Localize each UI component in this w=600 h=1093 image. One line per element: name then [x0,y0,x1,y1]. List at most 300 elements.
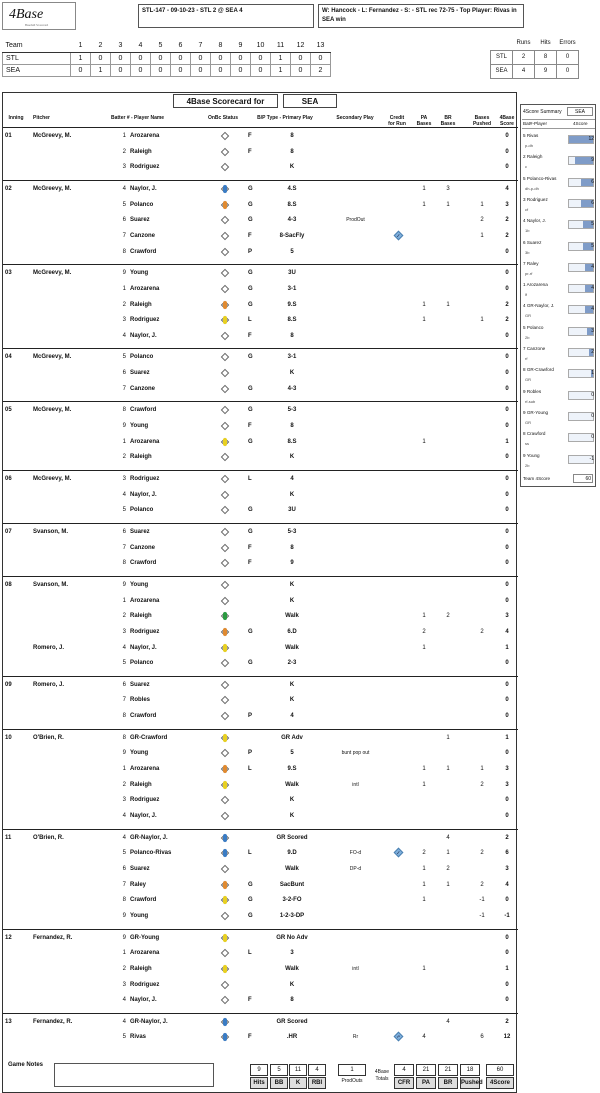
batter-number: 5 [122,1034,126,1041]
rhe-header: Errors [559,39,576,46]
secondary-play: intl [352,781,359,788]
4base-score: 0 [505,560,509,567]
inning-header: 13 [311,40,331,52]
total-value: 21 [416,1064,436,1076]
primary-play: 3U [288,270,296,277]
primary-play: 5 [290,750,294,757]
inning-separator [3,348,518,349]
bip-type: F [248,544,252,551]
4base-score: 0 [505,713,509,720]
onbase-diamond-icon [220,627,230,637]
bip-type: G [248,912,253,919]
summary-player-name: 5 Polanco [523,324,544,330]
batter-number: 1 [122,950,126,957]
linescore-table [2,40,331,77]
batter-name: Naylor, J. [130,813,157,819]
bip-type: F [248,148,252,155]
inning-header: 5 [151,40,171,52]
bases-pushed: 2 [480,850,484,857]
summary-row [522,196,595,217]
primary-play: 3-1 [287,285,297,292]
4base-score: 0 [505,476,509,482]
scorecard-row [3,1015,518,1029]
linescore-cell: 0 [251,52,271,64]
linescore-cell: 0 [171,52,191,64]
scorecard-row [3,678,518,692]
pa-bases: 1 [422,317,426,324]
summary-col-score: 4Score [573,121,588,126]
primary-play: 4.S [287,185,297,192]
summary-score-bar [568,199,594,208]
batter-name: Arozarena [130,950,160,957]
primary-play: K [289,797,295,804]
primary-play: 8-SacFly [279,232,305,239]
onbase-status-marker [223,881,227,889]
4base-score: 1 [505,734,509,741]
summary-score-value: 6 [591,178,594,185]
summary-player-name: 1 Arozarena [523,282,548,288]
pa-bases: 1 [422,897,426,904]
bip-type: G [248,285,253,292]
rhe-team: STL [491,50,513,64]
batter-name: GR-Crawford [130,734,168,741]
inning-number: 09 [5,681,12,688]
batter-name: Young [130,581,149,588]
inning-header: 9 [231,40,251,52]
total-value: 21 [438,1064,458,1076]
summary-row [522,430,595,451]
bip-type: G [248,301,253,308]
4base-score: 2 [505,232,509,239]
primary-play: K [289,164,295,171]
bases-pushed: -1 [479,897,485,904]
scorecard-row [3,350,518,364]
primary-play: K [289,597,295,604]
summary-score-value: 0 [591,391,594,398]
br-bases: 3 [446,185,450,192]
primary-play: 8 [290,133,294,139]
batter-name: Rodriguez [130,317,160,324]
onbase-diamond-icon [220,911,230,921]
pitcher-name: Fernandez, R. [33,934,73,941]
4base-score: 0 [505,950,509,957]
batter-name: Crawford [130,248,157,255]
pitcher-name: Svanson, M. [33,581,69,588]
primary-play: 4 [290,713,294,720]
onbase-status-marker [223,834,227,842]
onbase-status-marker [223,934,227,942]
col-pa: PA Bases [416,115,432,127]
summary-position: ss [525,441,529,447]
4base-score: 0 [505,133,509,139]
4base-score: 0 [505,491,509,498]
inning-number: 01 [5,133,12,139]
scorecard-row [3,656,518,670]
summary-score-bar [568,433,594,442]
bip-type: G [248,897,253,904]
summary-score-bar [568,391,594,400]
secondary-play: intl [352,965,359,972]
batter-name: Suarez [130,865,150,872]
primary-play: 8 [290,423,294,430]
linescore-cell: 0 [91,52,111,64]
primary-play: K [289,697,295,704]
batter-number: 4 [122,813,126,819]
pa-bases: 4 [422,1034,426,1041]
batter-name: Crawford [130,407,157,414]
totals-label: 4Base Totals [374,1069,390,1082]
onbase-diamond-icon [220,437,230,447]
batter-name: Polanco [130,201,154,208]
batter-name: Raleigh [130,781,152,788]
summary-position: GR [525,313,531,319]
summary-total-label: Team 4Score [523,476,551,481]
bip-type: L [248,950,252,957]
game-info: STL-147 - 09-10-23 - STL 2 @ SEA 4 [138,4,314,28]
batter-number: 5 [122,507,126,514]
scorecard-row [3,731,518,745]
summary-position: rf [525,356,528,361]
onbase-diamond-icon [220,131,230,141]
bases-pushed: 1 [480,766,484,773]
batter-number: 3 [122,164,126,171]
batter-number: 4 [122,1018,126,1025]
batter-name: Raleigh [130,301,152,308]
4base-score: 0 [505,597,509,604]
4base-score: 0 [505,454,509,461]
scorecard-row [3,793,518,807]
pitcher-name: Svanson, M. [33,528,69,535]
primary-play: Walk [285,965,299,972]
primary-play: K [289,681,295,688]
linescore-cell: 0 [131,52,151,64]
summary-score-bar [568,305,594,314]
summary-row [522,409,595,430]
scorecard-row [3,556,518,570]
batter-number: 4 [122,332,126,339]
pa-bases: 2 [422,628,426,635]
primary-play: Walk [285,613,299,620]
primary-play: 3-1 [287,354,297,361]
summary-position: GR [525,419,531,425]
onbase-diamond-icon [220,1017,230,1027]
inning-header: 2 [91,40,111,52]
primary-play: K [289,454,295,461]
4base-score: 0 [505,332,509,339]
batter-number: 4 [122,834,126,841]
pa-bases: 1 [422,201,426,208]
bip-type: P [248,248,253,255]
bip-type: G [248,407,253,414]
score-summary-panel [520,104,596,487]
batter-name: Young [130,423,149,430]
summary-player-name: 5 Polanco-Rivas [523,175,557,181]
summary-row [522,132,595,153]
4base-score: -1 [504,912,510,919]
batter-number: 2 [122,965,126,972]
batter-number: 8 [122,407,126,414]
scorecard-row [3,419,518,433]
pitcher-name: McGreevy, M. [33,133,72,139]
scorecard-row [3,762,518,776]
4base-score: 3 [505,781,509,788]
onbase-diamond-icon [220,764,230,774]
logo-subtitle: Baseball Scorecard [25,23,49,27]
total-label: 4Score [486,1077,514,1089]
primary-play: GR Scored [276,834,308,841]
summary-score-bar [568,263,594,272]
primary-play: 3 [290,950,294,957]
onbase-diamond-icon [220,711,230,721]
scorecard-row [3,578,518,592]
4base-score: 0 [505,285,509,292]
game-notes-box[interactable] [54,1063,214,1087]
primary-play: 8 [290,148,294,155]
linescore-cell: 0 [211,52,231,64]
batter-name: Arozarena [130,438,160,445]
primary-play: 4 [290,476,294,482]
bip-type: F [248,423,252,430]
prodouts-label: ProdOuts [341,1078,363,1084]
bip-type: G [248,881,253,888]
inning-header: 1 [71,40,91,52]
bip-type: F [248,997,252,1004]
summary-score-value: 9 [591,157,594,164]
footer-stat-label: RBI [308,1077,326,1089]
inning-separator [3,729,518,730]
summary-player-name: 9 GR-Young [523,409,549,415]
onbase-diamond-icon [220,580,230,590]
col-pitcher: Pitcher [33,115,50,121]
batter-number: 2 [122,613,126,620]
summary-row [522,239,595,260]
scorecard-row [3,313,518,327]
rhe-cell: 0 [557,64,579,78]
onbase-status-marker [223,301,227,309]
summary-score-bar [568,156,594,165]
onbase-diamond-icon [220,527,230,537]
scorecard-row [3,160,518,174]
4base-score: 2 [505,834,509,841]
onbase-diamond-icon [220,231,230,241]
4base-score: 0 [505,660,509,667]
onbase-diamond-icon [220,474,230,484]
summary-row [522,260,595,281]
pa-bases: 1 [422,438,426,445]
scorecard-row [3,625,518,639]
summary-player-name: 3 Rodriguez [523,196,548,202]
4base-score: 0 [505,797,509,804]
scorecard-row [3,145,518,159]
rhe-header: Hits [540,39,551,46]
batter-number: 4 [122,997,126,1004]
summary-row [522,388,595,409]
summary-position: p-dh [525,143,534,148]
batter-number: 8 [122,248,126,255]
summary-row [522,452,595,473]
inning-number: 08 [5,581,12,588]
footer-stat-label: Hits [250,1077,268,1089]
onbase-diamond-icon [220,948,230,958]
br-bases: 1 [446,201,450,208]
batter-name: GR-Naylor, J. [130,834,168,841]
app-logo: 4Base Baseball Scorecard [2,2,76,30]
col-batter: Batter # - Player Name [111,115,165,121]
inning-separator [3,127,518,128]
footer-stat-value: 11 [289,1064,307,1076]
batter-number: 5 [122,201,126,208]
4base-score: 4 [505,185,509,192]
batter-name: Naylor, J. [130,332,157,339]
bases-pushed: 2 [480,781,484,788]
primary-play: Walk [285,644,299,651]
scorecard-row [3,993,518,1007]
bases-pushed: -1 [479,912,485,919]
inning-header: 8 [211,40,231,52]
4base-score: 1 [505,965,509,972]
onbase-status-marker [223,185,227,193]
4base-score: 0 [505,750,509,757]
pa-bases: 2 [422,850,426,857]
scorecard-row [3,909,518,923]
col-cfr: Credit for Run [388,115,406,127]
inning-separator [3,1013,518,1014]
batter-number: 9 [122,581,126,588]
total-value: 60 [486,1064,514,1076]
secondary-play: FO-d [349,850,362,857]
4base-score: 0 [505,997,509,1004]
4base-score: 0 [505,897,509,904]
primary-play: 9.D [287,850,297,857]
onbase-status-marker [223,734,227,742]
rhe-cell: 8 [535,50,557,64]
primary-play: 8.S [287,201,297,208]
batter-number: 1 [122,766,126,773]
summary-player-name: 4 Naylor, J. [523,218,546,224]
batter-name: Rodriguez [130,797,160,804]
scorecard-row [3,1030,518,1044]
scorecard-row [3,229,518,243]
scorecard-row [3,878,518,892]
inning-number: 06 [5,476,12,482]
summary-score-value: 5 [591,242,594,249]
col-bip: B/P Type - Primary Play [257,115,313,121]
4base-score: 1 [505,438,509,445]
linescore-cell: 0 [111,52,131,64]
primary-play: 9 [290,560,294,567]
scorecard-row [3,450,518,464]
4base-score: 6 [505,850,509,857]
inning-separator [3,264,518,265]
summary-position: GR [525,377,531,383]
bip-type: G [248,270,253,277]
inning-separator [3,576,518,577]
onbase-diamond-icon [220,505,230,515]
bases-pushed: 1 [480,232,484,239]
batter-name: Arozarena [130,597,160,604]
summary-score-value: 6 [591,199,594,206]
bip-type: L [248,766,252,773]
primary-play: 5-3 [287,407,297,414]
batter-number: 8 [122,713,126,720]
inning-number: 12 [5,934,12,941]
onbase-diamond-icon [220,695,230,705]
summary-player-name: 5 Rivas [523,133,539,138]
primary-play: 8.S [287,317,297,324]
4base-score: 3 [505,201,509,208]
batter-number: 8 [122,560,126,567]
onbase-diamond-icon [220,315,230,325]
primary-play: .HR [286,1034,298,1041]
scorecard-row [3,594,518,608]
total-label: BR [438,1077,458,1089]
pa-bases: 1 [422,881,426,888]
scorecard-row [3,213,518,227]
onbase-diamond-icon [220,147,230,157]
4base-score: 12 [503,1034,511,1041]
onbase-diamond-icon [220,162,230,172]
inning-header: 10 [251,40,271,52]
batter-number: 3 [122,476,126,482]
onbase-status-marker [223,1033,227,1041]
onbase-status-marker [223,781,227,789]
scorecard-row [3,978,518,992]
onbase-diamond-icon [220,1032,230,1042]
scorecard-row [3,282,518,296]
bip-type: G [248,628,253,635]
total-label: CFR [394,1077,414,1089]
onbase-diamond-icon [220,895,230,905]
bip-type: G [248,354,253,361]
onbase-status-marker [223,612,227,620]
rhe-cell: 9 [535,64,557,78]
onbase-status-marker [223,201,227,209]
onbase-diamond-icon [220,247,230,257]
pa-bases: 1 [422,613,426,620]
pa-bases: 1 [422,644,426,651]
credit-for-run-icon: 1 [394,848,404,858]
scorecard-row [3,182,518,196]
4base-score: 4 [505,628,509,635]
primary-play: GR No Adv [276,934,308,941]
primary-play: K [289,370,295,377]
scorecard-row [3,609,518,623]
summary-row [522,281,595,302]
pitcher-name: McGreevy, M. [33,407,72,414]
primary-play: 3-2-FO [282,897,302,904]
batter-name: Raleigh [130,613,152,620]
br-bases: 1 [446,734,450,741]
4base-score: 2 [505,301,509,308]
4base-score: 0 [505,248,509,255]
summary-player-name: 4 GR-Naylor, J. [523,303,555,309]
summary-score-value: 0 [591,434,594,441]
br-bases: 1 [446,881,450,888]
batter-number: 9 [122,934,126,941]
pitcher-name: O'Brien, R. [33,734,64,741]
batter-name: Rodriguez [130,628,160,635]
inning-number: 07 [5,528,12,535]
inning-separator [3,401,518,402]
onbase-diamond-icon [220,933,230,943]
bip-type: F [248,332,252,339]
onbase-diamond-icon [220,331,230,341]
onbase-diamond-icon [220,352,230,362]
batter-number: 6 [122,865,126,872]
inning-separator [3,676,518,677]
linescore-cell: 0 [231,64,251,76]
4base-score: 0 [505,544,509,551]
